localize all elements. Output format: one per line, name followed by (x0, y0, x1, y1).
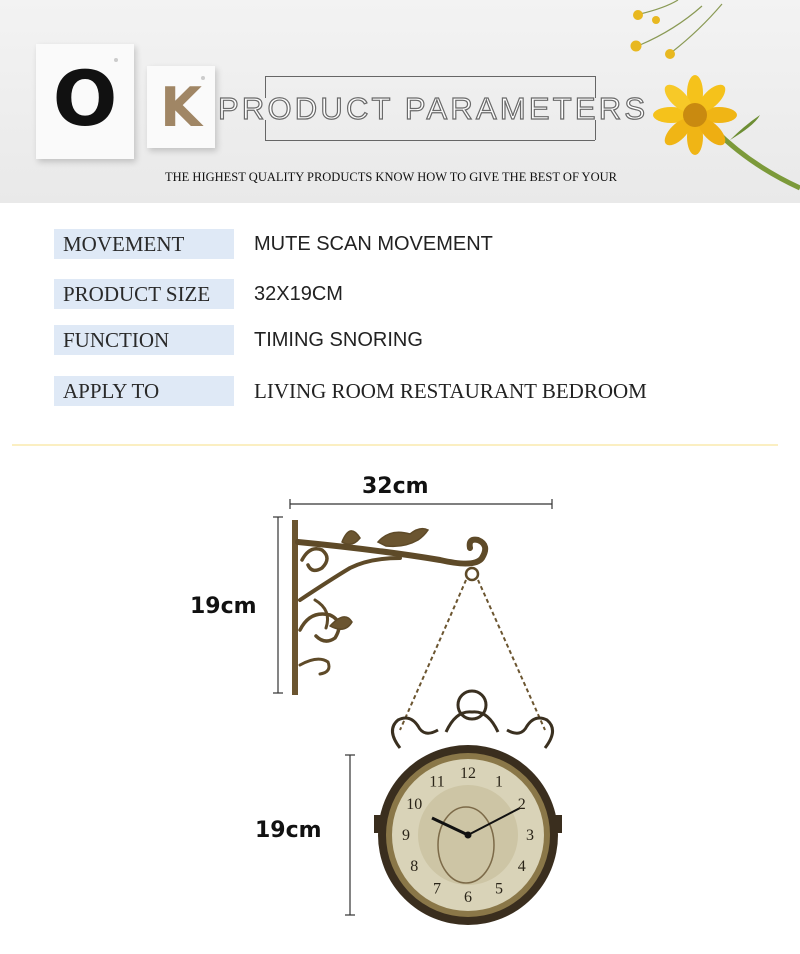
clock-numeral: 7 (433, 880, 441, 898)
letter-card-o (36, 44, 134, 159)
hanging-chains (400, 580, 545, 730)
spec-value: MUTE SCAN MOVEMENT (254, 233, 493, 255)
spec-value: 32X19CM (254, 283, 343, 305)
width-dimension-line (290, 499, 552, 509)
clock-numeral: 3 (526, 827, 534, 844)
spec-value: TIMING SNORING (254, 329, 423, 351)
bracket-height-label: 19cm (190, 594, 257, 619)
spec-label: APPLY TO (54, 376, 234, 406)
spec-label: FUNCTION (54, 325, 234, 355)
clock-numeral: 5 (495, 880, 503, 898)
title-frame (265, 140, 595, 141)
card-letter-o: O (52, 54, 118, 143)
width-dimension-label: 32cm (362, 474, 429, 499)
clock-numeral: 2 (517, 796, 526, 813)
clock-numeral: 10 (406, 796, 423, 813)
clock-height-line (345, 755, 355, 915)
clock-numeral: 12 (460, 765, 476, 782)
clock-numeral: 9 (402, 827, 410, 844)
banner-title: PRODUCT PARAMETERS (218, 91, 649, 126)
wall-bracket (292, 520, 485, 695)
clock-height-label: 19cm (255, 818, 322, 843)
spec-label: PRODUCT SIZE (54, 279, 234, 309)
header-banner (0, 0, 800, 203)
clock-dimension-illustration (0, 450, 800, 954)
card-letter-k: K (160, 76, 202, 139)
sunflower-decoration-icon (620, 0, 800, 203)
section-divider (12, 444, 778, 446)
clock-numeral: 4 (517, 858, 526, 875)
bracket-height-line (273, 517, 283, 693)
clock-numeral: 8 (410, 858, 419, 875)
clock-numeral: 1 (495, 773, 503, 791)
spec-label: MOVEMENT (54, 229, 234, 259)
clock-numeral: 6 (464, 889, 472, 906)
letter-card-k (147, 66, 215, 148)
clock-numeral: 11 (429, 773, 445, 791)
banner-subtitle: THE HIGHEST QUALITY PRODUCTS KNOW HOW TO GIVE THE BEST OF YOUR (165, 170, 617, 184)
title-frame (265, 76, 595, 77)
spec-value: LIVING ROOM RESTAURANT BEDROOM (254, 379, 647, 403)
clock-top-ornament (392, 691, 552, 748)
